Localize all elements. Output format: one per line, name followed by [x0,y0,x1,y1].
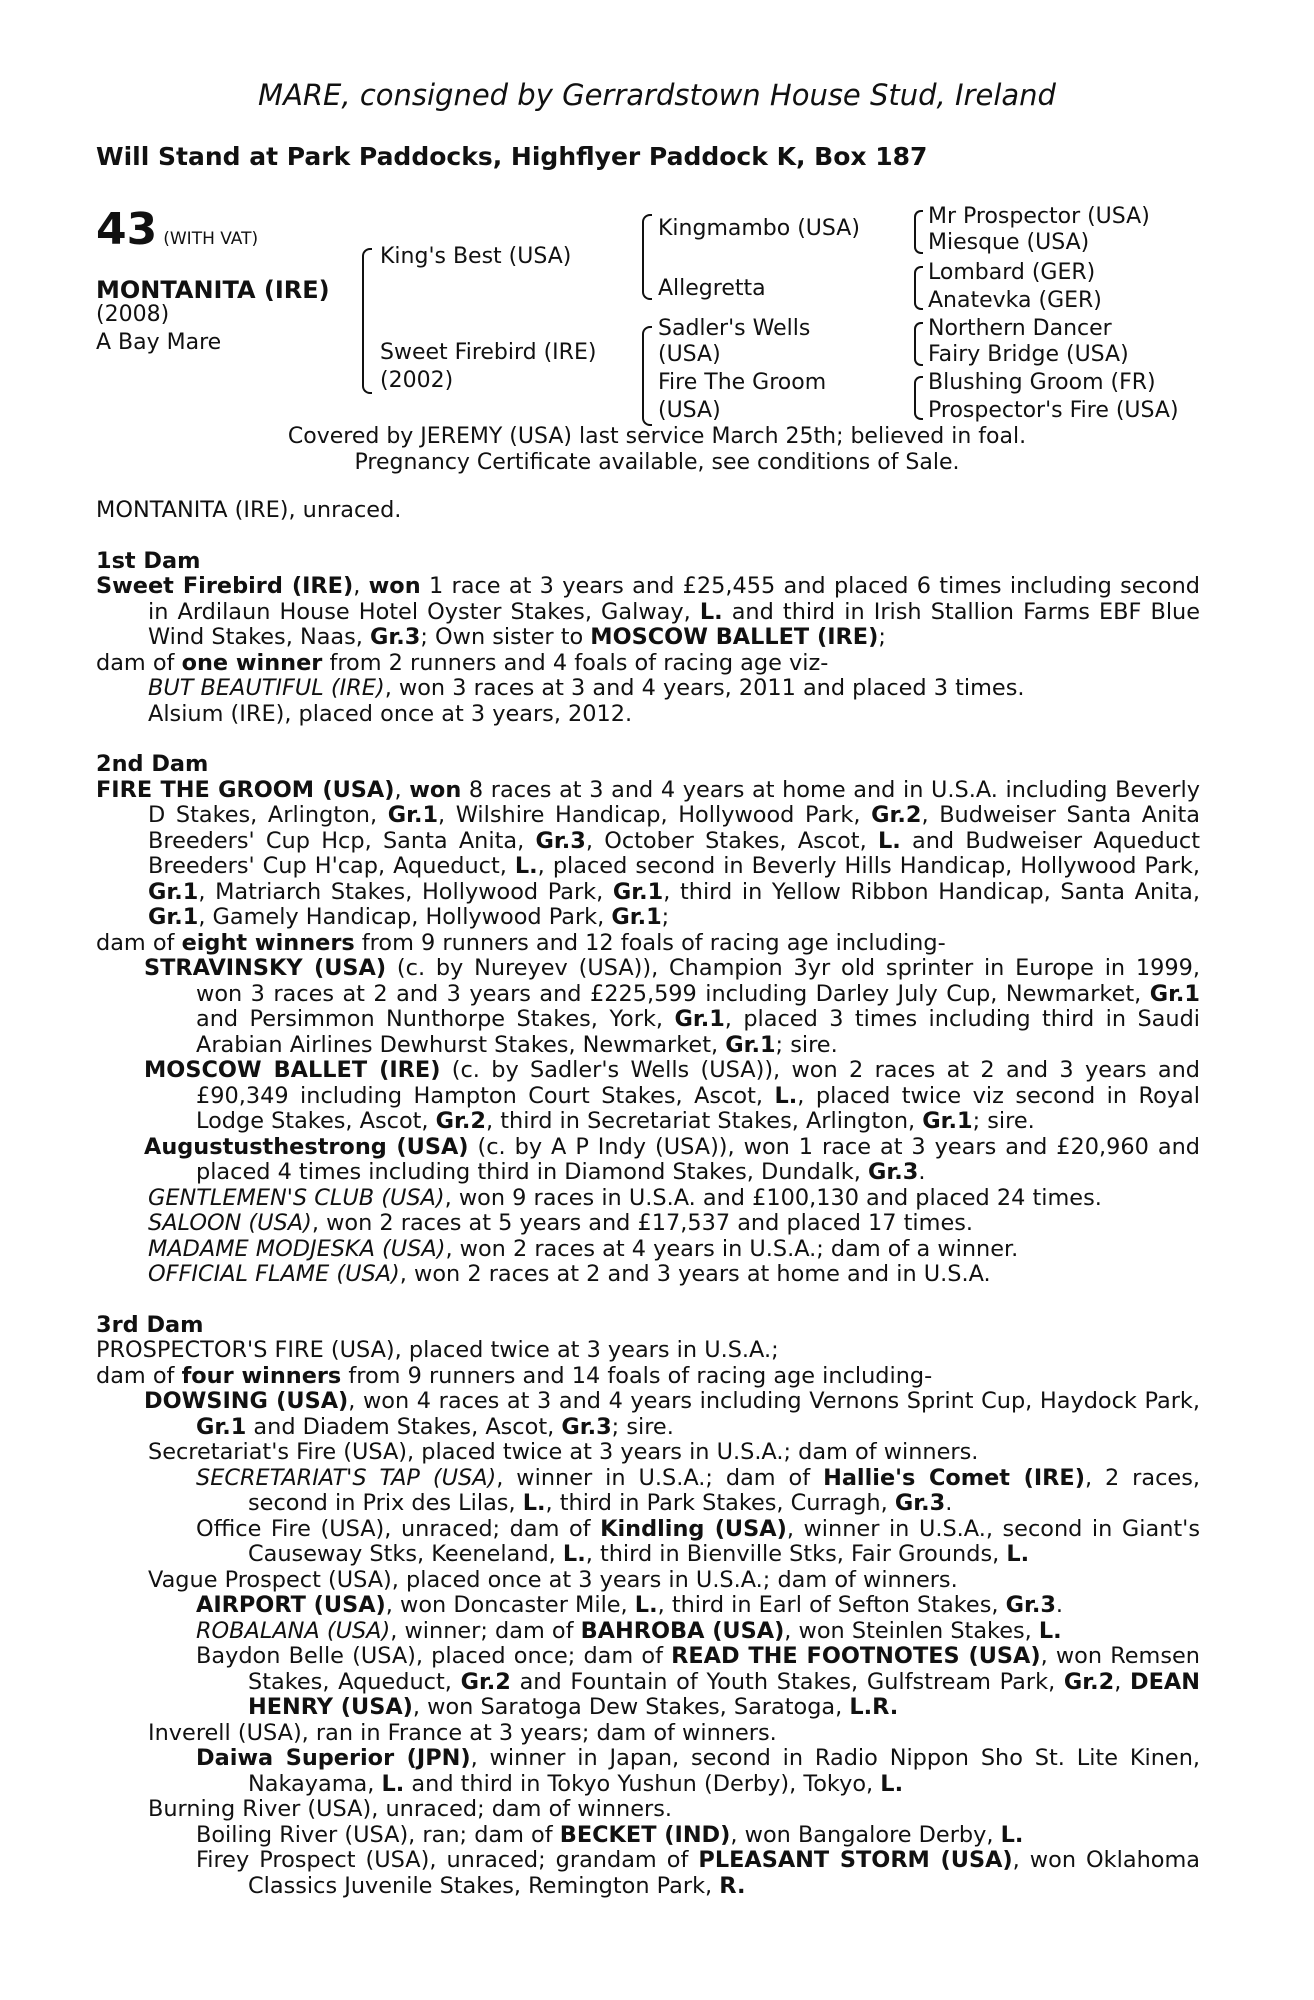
pedigree-brace [914,376,923,420]
horse-name: MONTANITA (IRE) [96,276,330,304]
produce-entry: Inverell (USA), ran in France at 3 years; dam of winners. [148,1719,777,1746]
section-heading: 1st Dam [96,547,201,574]
pedigree-ggs-6: Fairy Bridge (USA) [928,342,1129,367]
pedigree-ggs-8: Prospector's Fire (USA) [928,398,1179,423]
produce-entry: Firey Prospect (USA), unraced; grandam of PLEASANT STORM (USA), won Oklahoma Classics Juvenile Stakes, Remington Park, R. [196,1847,1200,1899]
covered-note: Covered by JEREMY (USA) last service March 25th; believed in foal. [287,424,1027,449]
produce-entry: DOWSING (USA), won 4 races at 3 and 4 years including Vernons Sprint Cup, Haydock Park, Gr.1 and Diadem Stakes, Ascot, Gr.3; sire. [144,1388,1201,1440]
pedigree-sire-sire: Kingmambo (USA) [658,216,860,241]
pedigree-dam-sire-cont: (USA) [658,342,721,367]
location-line: Will Stand at Park Paddocks, Highflyer Paddock K, Box 187 [96,142,928,171]
dam-summary: FIRE THE GROOM (USA), won 8 races at 3 and 4 years at home and in U.S.A. including Beverly D Stakes, Arlington, Gr.1, Wilshire Handicap, Hollywood Park, Gr.2, Budweiser Santa Anita Breeders' Cup Hcp, Santa Anita, Gr.3, October Stakes, Ascot, L. and Budweiser Aqueduct Breeders' Cup H'cap, Aqueduct, L., placed second in Beverly Hills Handicap, Hollywood Park, Gr.1, Matriarch Stakes, Hollywood Park, Gr.1, third in Yellow Ribbon Handicap, Santa Anita, Gr.1, Gamely Handicap, Hollywood Park, Gr.1; [96,776,1201,930]
pedigree-ggs-7: Blushing Groom (FR) [928,370,1156,395]
pedigree-brace [642,326,652,426]
produce-entry: SALOON (USA), won 2 races at 5 years and £17,537 and placed 17 times. [148,1210,973,1236]
produce-entry: MOSCOW BALLET (IRE) (c. by Sadler's Wells (USA)), won 2 races at 2 and 3 years and £90,349 including Hampton Court Stakes, Ascot, L., placed twice viz second in Royal Lodge Stakes, Ascot, Gr.2, third in Secretariat Stakes, Arlington, Gr.1; sire. [144,1057,1201,1134]
produce-entry: ROBALANA (USA), winner; dam of BAHROBA (USA), won Steinlen Stakes, L. [196,1617,1062,1644]
produce-entry: Office Fire (USA), unraced; dam of Kindling (USA), winner in U.S.A., second in Giant's Causeway Stks, Keeneland, L., third in Bienville Stks, Fair Grounds, L. [196,1515,1200,1567]
pedigree-brace [914,210,923,254]
produce-entry: MADAME MODJESKA (USA), won 2 races at 4 years in U.S.A.; dam of a winner. [148,1235,1019,1262]
pedigree-ggs-4: Anatevka (GER) [928,288,1102,313]
pedigree-dam-dam: Fire The Groom [658,370,827,395]
pregnancy-note: Pregnancy Certificate available, see conditions of Sale. [354,450,960,475]
produce-record [96,498,1200,1899]
produce-entry: OFFICIAL FLAME (USA), won 2 races at 2 and 3 years at home and in U.S.A. [148,1261,991,1287]
produce-entry: AIRPORT (USA), won Doncaster Mile, L., third in Earl of Sefton Stakes, Gr.3. [196,1592,1064,1618]
produce-entry: Boiling River (USA), ran; dam of BECKET (IND), won Bangalore Derby, L. [196,1821,1024,1848]
vat-note: (WITH VAT) [163,229,259,249]
horse-year: (2008) [96,302,170,327]
horse-description: A Bay Mare [96,330,222,355]
dam-summary: PROSPECTOR'S FIRE (USA), placed twice at 3 years in U.S.A.; [96,1337,779,1363]
produce-entry: BUT BEAUTIFUL (IRE), won 3 races at 3 and 4 years, 2011 and placed 3 times. [148,675,1025,701]
produce-entry: Augustusthestrong (USA) (c. by A P Indy (USA)), won 1 race at 3 years and £20,960 and placed 4 times including third in Diamond Stakes, Dundalk, Gr.3. [144,1133,1200,1185]
consignment-line: MARE, consigned by Gerrardstown House Stud, Ireland [258,78,1056,112]
dam-of-line: dam of four winners from 9 runners and 14 foals of racing age including- [96,1362,933,1389]
produce-entry: Baydon Belle (USA), placed once; dam of READ THE FOOTNOTES (USA), won Remsen Stakes, Aqueduct, Gr.2 and Fountain of Youth Stakes, Gulfstream Park, Gr.2, DEAN HENRY (USA), won Saratoga Dew Stakes, Saratoga, L.R. [196,1643,1200,1720]
produce-entry: Vague Prospect (USA), placed once at 3 years in U.S.A.; dam of winners. [148,1566,958,1593]
produce-entry: STRAVINSKY (USA) (c. by Nureyev (USA)), Champion 3yr old sprinter in Europe in 1999, won 3 races at 2 and 3 years and £225,599 including Darley July Cup, Newmarket, Gr.1 and Persimmon Nunthorpe Stakes, York, Gr.1, placed 3 times including third in Saudi Arabian Airlines Dewhurst Stakes, Newmarket, Gr.1; sire. [144,955,1200,1058]
pedigree-ggs-2: Miesque (USA) [928,230,1090,255]
pedigree-brace [362,248,372,394]
pedigree-dam: Sweet Firebird (IRE) [380,340,597,365]
pedigree-dam-sire: Sadler's Wells [658,316,811,341]
unraced-line: MONTANITA (IRE), unraced. [96,497,402,523]
produce-entry: GENTLEMEN'S CLUB (USA), won 9 races in U.S.A. and £100,130 and placed 24 times. [148,1184,1102,1211]
pedigree-brace [914,266,923,310]
section-heading: 2nd Dam [96,751,209,777]
pedigree-brace [914,322,923,366]
produce-entry: Burning River (USA), unraced; dam of winners. [148,1796,672,1822]
dam-summary: Sweet Firebird (IRE), won 1 race at 3 years and £25,455 and placed 6 times including second in Ardilaun House Hotel Oyster Stakes, Galway, L. and third in Irish Stallion Farms EBF Blue Wind Stakes, Naas, Gr.3; Own sister to MOSCOW BALLET (IRE); [96,573,1201,650]
pedigree-brace [642,214,652,300]
pedigree-dam-year: (2002) [380,368,454,393]
produce-entry: Secretariat's Fire (USA), placed twice at 3 years in U.S.A.; dam of winners. [148,1439,979,1465]
pedigree-sire: King's Best (USA) [380,244,572,269]
lot-number: 43 [96,204,158,255]
produce-entry: SECRETARIAT'S TAP (USA), winner in U.S.A.; dam of Hallie's Comet (IRE), 2 races, second in Prix des Lilas, L., third in Park Stakes, Curragh, Gr.3. [196,1464,1200,1516]
pedigree-ggs-3: Lombard (GER) [928,260,1096,285]
pedigree-sire-dam: Allegretta [658,276,766,301]
section-heading: 3rd Dam [96,1311,204,1338]
pedigree-ggs-5: Northern Dancer [928,316,1112,341]
lot-number-block [96,204,258,255]
produce-entry: Daiwa Superior (JPN), winner in Japan, second in Radio Nippon Sho St. Lite Kinen, Nakayama, L. and third in Tokyo Yushun (Derby), Tokyo, L. [196,1745,1200,1797]
dam-of-line: dam of eight winners from 9 runners and 12 foals of racing age including- [96,929,946,956]
dam-of-line: dam of one winner from 2 runners and 4 foals of racing age viz- [96,649,829,676]
pedigree-ggs-1: Mr Prospector (USA) [928,204,1150,229]
pedigree-dam-dam-cont: (USA) [658,398,721,423]
produce-entry: Alsium (IRE), placed once at 3 years, 2012. [148,700,633,727]
